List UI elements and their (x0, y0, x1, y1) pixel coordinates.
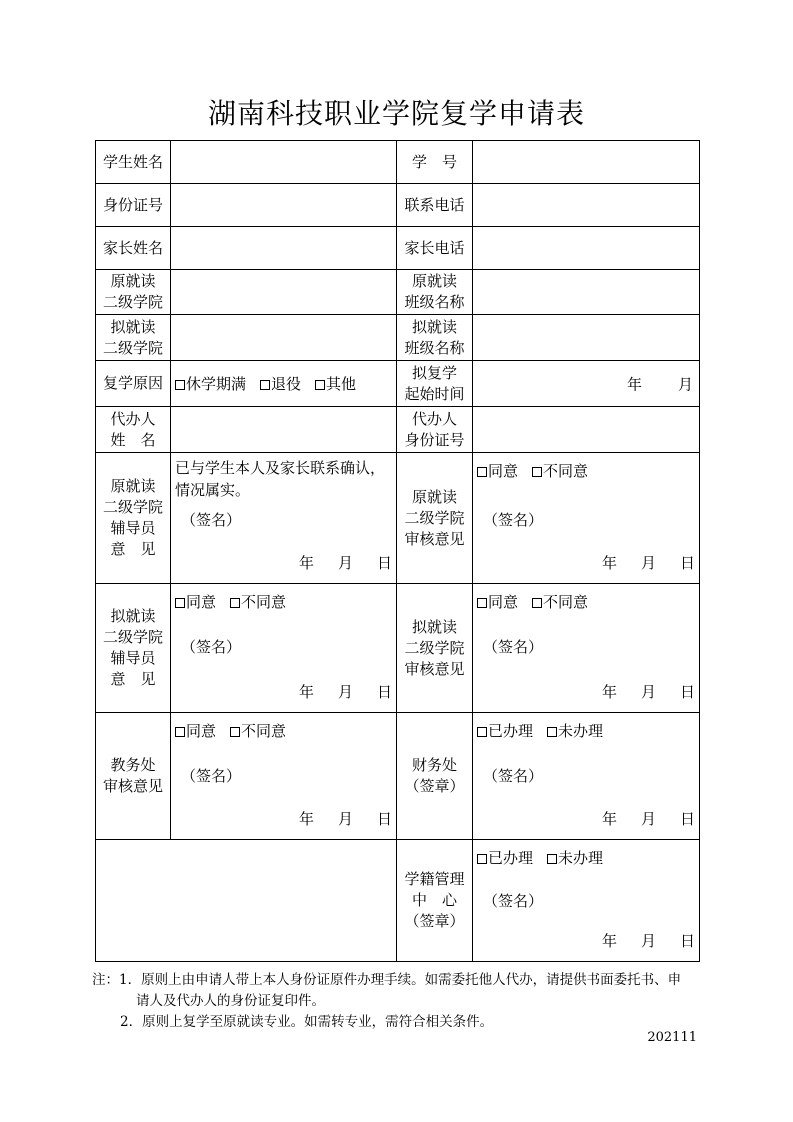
label-student-number: 学 号 (397, 141, 473, 184)
label-id-number: 身份证号 (96, 184, 171, 227)
label-planned-class: 拟就读 班级名称 (397, 315, 473, 361)
label-student-name: 学生姓名 (96, 141, 171, 184)
checkbox-icon[interactable] (315, 380, 325, 390)
checkbox-icon[interactable] (477, 854, 487, 864)
footnote-2: 2．原则上复学至原就读专业。如需转专业，需符合相关条件。 (120, 1014, 494, 1030)
planned-college-field[interactable] (171, 315, 397, 361)
checkbox-icon[interactable] (532, 598, 542, 608)
option-agree[interactable]: 同意 (175, 593, 216, 611)
option-not-done[interactable]: 未办理 (547, 722, 603, 740)
option-not-done[interactable]: 未办理 (547, 849, 603, 867)
label-original-class: 原就读 班级名称 (397, 270, 473, 315)
date-line: 年 月 日 (601, 554, 695, 573)
option-other[interactable]: 其他 (315, 375, 356, 393)
original-college-review-field[interactable] (473, 453, 700, 584)
label-agent-name: 代办人 姓 名 (96, 407, 171, 453)
option-disagree[interactable]: 不同意 (532, 593, 588, 611)
form-version-code: 202111 (647, 1030, 697, 1045)
resume-start-field[interactable]: 年 月 (473, 361, 700, 407)
planned-counselor-opinion-field[interactable] (171, 584, 397, 712)
label-original-counselor-opinion: 原就读 二级学院 辅导员 意 见 (96, 453, 171, 584)
signature-label: （签名） (483, 891, 544, 910)
date-line: 年 月 日 (601, 932, 695, 950)
confirmation-note: 已与学生本人及家长联系确认， 情况属实。 (175, 459, 386, 500)
date-line: 年 月 日 (298, 554, 392, 573)
date-line: 年 月 日 (601, 809, 695, 828)
checkbox-icon[interactable] (547, 854, 557, 864)
checkbox-icon[interactable] (230, 598, 240, 608)
option-done[interactable]: 已办理 (477, 722, 533, 740)
label-agent-id: 代办人 身份证号 (397, 407, 473, 453)
planned-college-review-field[interactable] (473, 584, 700, 712)
label-planned-counselor-opinion: 拟就读 二级学院 辅导员 意 见 (96, 584, 171, 712)
original-counselor-opinion-field[interactable] (171, 453, 397, 584)
checkbox-icon[interactable] (477, 467, 487, 477)
finance-office-field[interactable] (473, 712, 700, 839)
application-form-table (95, 140, 700, 962)
form-title: 湖南科技职业学院复学申请表 (207, 97, 585, 130)
registry-center-field[interactable] (473, 839, 700, 961)
option-disagree[interactable]: 不同意 (230, 722, 286, 740)
label-parent-phone: 家长电话 (397, 227, 473, 270)
label-finance-office: 财务处 （签章） (397, 712, 473, 839)
option-disagree[interactable]: 不同意 (532, 462, 588, 480)
parent-phone-field[interactable] (473, 227, 700, 270)
checkbox-icon[interactable] (230, 727, 240, 737)
footnotes (92, 970, 702, 1033)
checkbox-icon[interactable] (175, 727, 185, 737)
parent-name-field[interactable] (171, 227, 397, 270)
date-line: 年 月 日 (601, 682, 695, 701)
label-original-college: 原就读 二级学院 (96, 270, 171, 315)
option-agree[interactable]: 同意 (477, 462, 518, 480)
student-name-field[interactable] (171, 141, 397, 184)
option-agree[interactable]: 同意 (477, 593, 518, 611)
signature-label: （签名） (483, 511, 544, 530)
checkbox-icon[interactable] (532, 467, 542, 477)
label-planned-college: 拟就读 二级学院 (96, 315, 171, 361)
signature-label: （签名） (483, 766, 544, 785)
label-parent-name: 家长姓名 (96, 227, 171, 270)
label-resume-reason: 复学原因 (96, 361, 171, 407)
student-number-field[interactable] (473, 141, 700, 184)
label-original-college-review: 原就读 二级学院 审核意见 (397, 453, 473, 584)
checkbox-icon[interactable] (477, 727, 487, 737)
agent-name-field[interactable] (171, 407, 397, 453)
phone-field[interactable] (473, 184, 700, 227)
checkbox-icon[interactable] (547, 727, 557, 737)
option-agree[interactable]: 同意 (175, 722, 216, 740)
checkbox-icon[interactable] (260, 380, 270, 390)
signature-label: （签名） (483, 638, 544, 657)
option-leave-expired[interactable]: 休学期满 (175, 375, 246, 393)
original-college-field[interactable] (171, 270, 397, 315)
signature-label: （签名） (181, 766, 242, 785)
footnote-1-continued: 请人及代办人的身份证复印件。 (136, 993, 325, 1009)
checkbox-icon[interactable] (175, 380, 185, 390)
blank-area (96, 839, 397, 961)
agent-id-field[interactable] (473, 407, 700, 453)
id-number-field[interactable] (171, 184, 397, 227)
label-planned-college-review: 拟就读 二级学院 审核意见 (397, 584, 473, 712)
label-phone: 联系电话 (397, 184, 473, 227)
option-disagree[interactable]: 不同意 (230, 593, 286, 611)
signature-label: （签名） (181, 638, 242, 657)
checkbox-icon[interactable] (477, 598, 487, 608)
original-class-field[interactable] (473, 270, 700, 315)
checkbox-icon[interactable] (175, 598, 185, 608)
footnote-1: 注：1．原则上由申请人带上本人身份证原件办理手续。如需委托他人代办，请提供书面委托书、申 (92, 972, 682, 988)
academic-affairs-review-field[interactable] (171, 712, 397, 839)
option-discharged[interactable]: 退役 (260, 375, 301, 393)
label-registry-center: 学籍管理 中 心 （签章） (397, 839, 473, 961)
signature-label: （签名） (181, 511, 242, 530)
resume-reason-options (171, 361, 397, 407)
planned-class-field[interactable] (473, 315, 700, 361)
date-line: 年 月 日 (298, 682, 392, 701)
date-line: 年 月 日 (298, 809, 392, 828)
label-resume-start: 拟复学 起始时间 (397, 361, 473, 407)
label-academic-affairs-review: 教务处 审核意见 (96, 712, 171, 839)
option-done[interactable]: 已办理 (477, 849, 533, 867)
